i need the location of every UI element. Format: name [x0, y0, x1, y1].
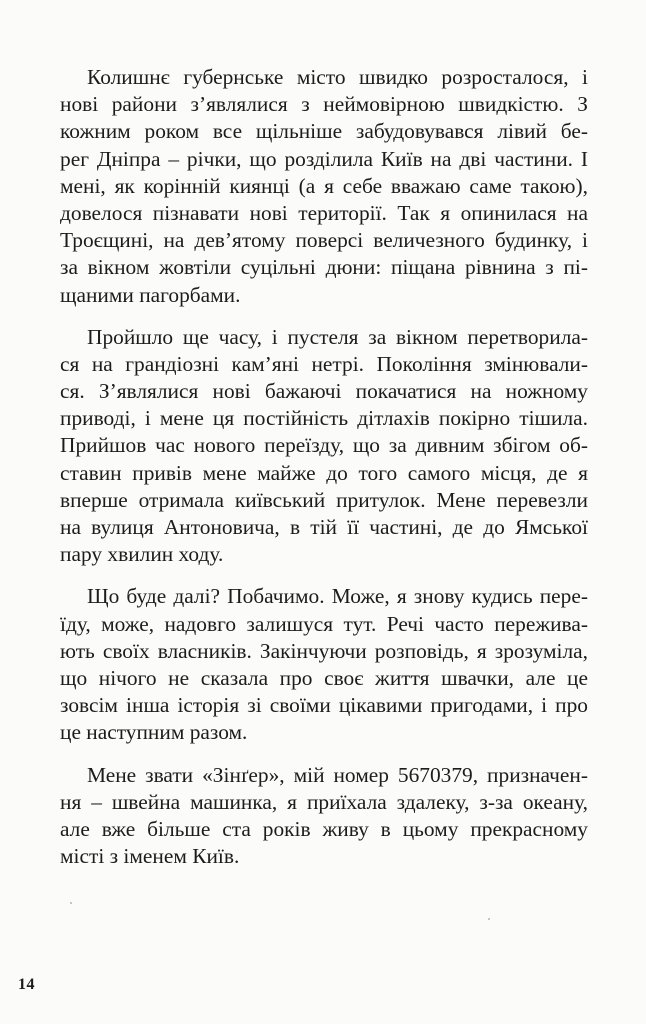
text-line: приводі, і мене ця постійність дітлахів покірно тішила. — [60, 406, 588, 431]
text-line: Троєщині, на дев’ятому поверсі величезного будинку, і — [60, 228, 588, 253]
text-line: щаними пагорбами. — [60, 282, 241, 307]
paragraph — [60, 324, 588, 569]
text-line: пару хвилин ходу. — [60, 542, 224, 567]
text-line: але вже більше ста років живу в цьому прекрасному — [60, 816, 588, 841]
text-line: Мене звати «Зінґер», мій номер 5670379, призначен- — [87, 762, 588, 787]
text-line: мені, як корінній киянці (а я себе вважаю саме такою), — [60, 173, 588, 198]
paragraph — [60, 583, 588, 746]
text-line: що нічого не сказала про своє життя швачки, але це — [60, 665, 588, 690]
text-line: Пройшло ще часу, і пустеля за вікном перетворила- — [87, 324, 588, 349]
text-line: нові райони з’являлися з неймовірною швидкістю. З — [60, 92, 588, 117]
paper-speck — [488, 918, 490, 920]
text-line: зовсім інша історія зі своїми цікавими пригодами, і про — [60, 693, 588, 718]
text-line: ся. З’являлися нові бажаючі покачатися на ножному — [60, 379, 588, 404]
text-line: це наступним разом. — [60, 720, 248, 745]
page-number: 14 — [18, 976, 35, 993]
text-line: рег Дніпра – річки, що розділила Київ на дві частини. І — [60, 146, 588, 171]
text-line: Прийшов час нового переїзду, що за дивним збігом об- — [60, 433, 588, 458]
body-text — [60, 64, 588, 870]
text-line: на вулиця Антоновича, в тій її частині, де до Ямської — [60, 515, 588, 539]
text-line: Що буде далі? Побачимо. Може, я знову кудись пере- — [87, 584, 588, 609]
paragraph — [60, 64, 588, 309]
text-line: кожним роком все щільніше забудовувався лівий бе- — [60, 119, 588, 144]
text-line: за вікном жовтіли суцільні дюни: піщана рівнина з пі- — [60, 255, 588, 280]
text-line: їду, може, надовго залишуся тут. Речі часто пережива- — [60, 611, 588, 636]
text-line: ня – швейна машинка, я приїхала здалеку, з-за океану, — [60, 789, 588, 814]
text-line: ставин привів мене майже до того самого місця, де я — [60, 460, 588, 485]
text-line: ся на грандіозні кам’яні нетрі. Покоління змінювали- — [60, 351, 588, 376]
text-line: ють своїх власників. Закінчуючи розповідь, я зрозуміла, — [60, 638, 588, 663]
text-line: довелося пізнавати нові території. Так я опинилася на — [60, 200, 588, 225]
text-line: Колишнє губернське місто швидко розросталося, і — [87, 65, 588, 89]
text-line: вперше отримала київський притулок. Мене перевезли — [60, 487, 588, 512]
paper-speck — [70, 902, 72, 904]
text-line: місті з іменем Київ. — [60, 844, 240, 869]
paragraph — [60, 762, 588, 871]
